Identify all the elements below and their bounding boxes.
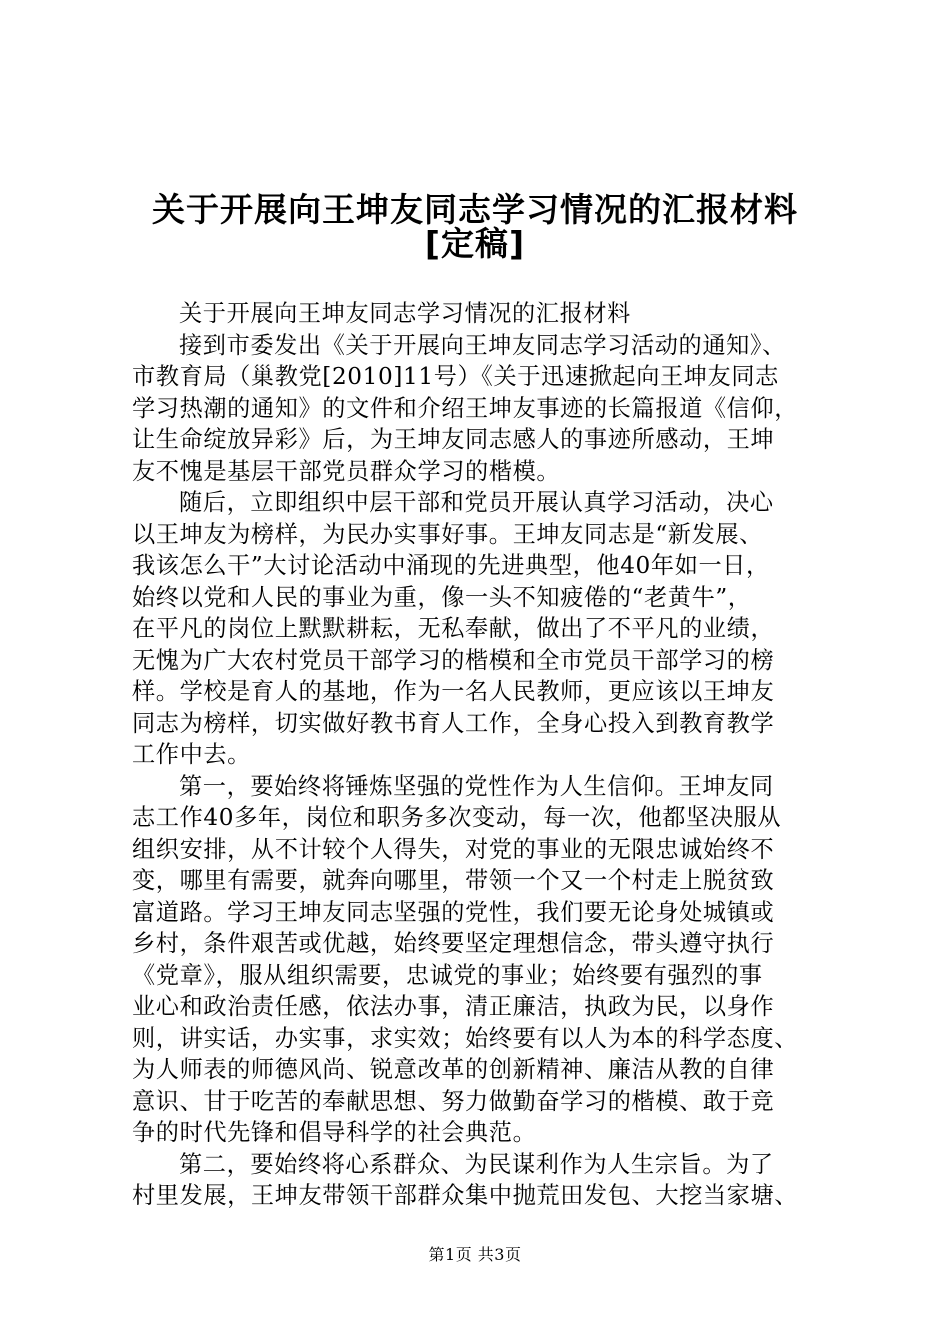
body-line: 富道路。学习王坤友同志坚强的党性，我们要无论身处城镇或	[132, 898, 775, 926]
body-line: 随后，立即组织中层干部和党员开展认真学习活动，决心	[179, 489, 774, 516]
body-line: 乡村，条件艰苦或优越，始终要坚定理想信念，带头遵守执行	[132, 930, 775, 957]
body-line: 友不愧是基层干部党员群众学习的楷模。	[132, 457, 561, 485]
body-line: 市教育局（巢教党[2010]11号）《关于迅速掀起向王坤友同志	[132, 363, 779, 390]
body-line: 争的时代先锋和倡导科学的社会典范。	[132, 1119, 537, 1146]
body-line: 样。学校是育人的基地，作为一名人民教师，更应该以王坤友	[132, 678, 775, 705]
body-line: 工作中去。	[132, 741, 251, 768]
body-line: 始终以党和人民的事业为重，像一头不知疲倦的“老黄牛”，	[132, 583, 752, 611]
body-line: 学习热潮的通知》的文件和介绍王坤友事迹的长篇报道《信仰，	[132, 394, 799, 422]
body-line: 以王坤友为榜样，为民办实事好事。王坤友同志是“新发展、	[132, 520, 763, 548]
document-title: 关于开展向王坤友同志学习情况的汇报材料	[152, 190, 798, 229]
body-line: 意识、甘于吃苦的奉献思想、努力做勤奋学习的楷模、敢于竞	[132, 1087, 775, 1115]
document-title-suffix: [定稿]	[424, 224, 526, 263]
body-line: 让生命绽放异彩》后，为王坤友同志感人的事迹所感动，王坤	[132, 426, 775, 453]
document-body	[132, 298, 832, 1212]
body-line: 关于开展向王坤友同志学习情况的汇报材料	[179, 300, 631, 327]
body-line: 变，哪里有需要，就奔向哪里，带领一个又一个村走上脱贫致	[132, 867, 775, 894]
body-line: 则，讲实话，办实事，求实效；始终要有以人为本的科学态度、	[132, 1024, 799, 1052]
body-line: 《党章》，服从组织需要，忠诚党的事业；始终要有强烈的事	[132, 961, 763, 989]
body-line: 同志为榜样，切实做好教书育人工作，全身心投入到教育教学	[132, 709, 775, 737]
body-line: 第二，要始终将心系群众、为民谋利作为人生宗旨。为了	[179, 1150, 774, 1178]
body-line: 村里发展，王坤友带领干部群众集中抛荒田发包、大挖当家塘、	[132, 1182, 799, 1209]
body-line: 接到市委发出《关于开展向王坤友同志学习活动的通知》、	[179, 331, 786, 359]
body-line: 第一，要始终将锤炼坚强的党性作为人生信仰。王坤友同	[179, 772, 774, 800]
body-line: 无愧为广大农村党员干部学习的楷模和全市党员干部学习的榜	[132, 646, 775, 674]
body-line: 业心和政治责任感，依法办事，清正廉洁，执政为民，以身作	[132, 993, 775, 1020]
page-number: 第1页 共3页	[428, 1245, 522, 1264]
body-line: 我该怎么干”大讨论活动中涌现的先进典型，他40年如一日，	[132, 552, 770, 579]
body-line: 组织安排，从不计较个人得失，对党的事业的无限忠诚始终不	[132, 835, 775, 863]
body-line: 为人师表的师德风尚、锐意改革的创新精神、廉洁从教的自律	[132, 1056, 775, 1083]
body-line: 志工作40多年，岗位和职务多次变动，每一次，他都坚决服从	[132, 804, 782, 831]
body-line: 在平凡的岗位上默默耕耘，无私奉献，做出了不平凡的业绩，	[132, 615, 775, 642]
